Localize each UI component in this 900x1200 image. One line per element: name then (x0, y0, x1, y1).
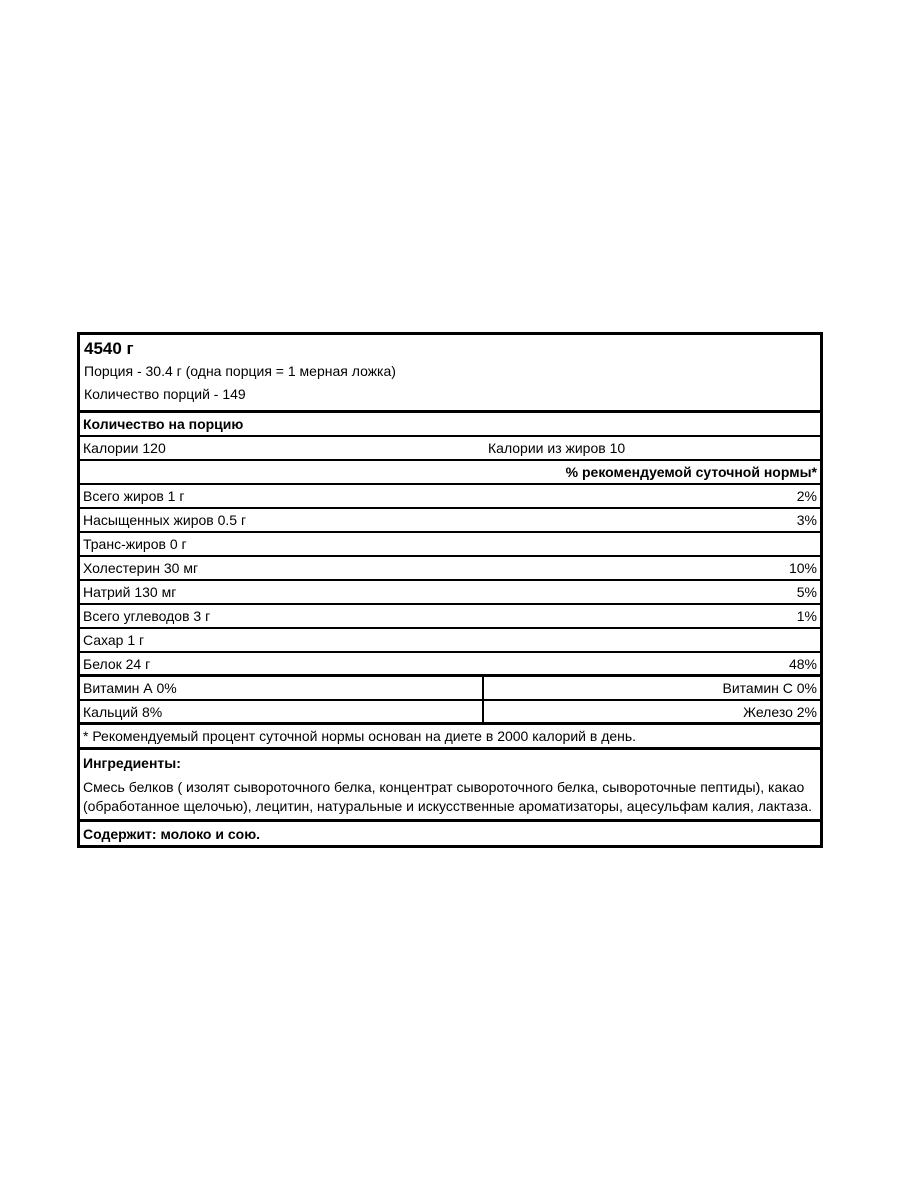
vitamin-right: Железо 2% (743, 703, 817, 720)
vitamin-row (80, 677, 820, 701)
nutrient-row (80, 581, 820, 605)
ingredients-title: Ингредиенты: (83, 755, 181, 771)
nutrient-row (80, 485, 820, 509)
nutrient-row (80, 605, 820, 629)
nutrient-name: Всего жиров 1 г (83, 488, 185, 504)
nutrient-name: Сахар 1 г (83, 632, 145, 648)
amount-per-serving-row (80, 413, 820, 437)
vitamin-right: Витамин С 0% (722, 680, 817, 696)
nutrient-name: Всего углеводов 3 г (83, 608, 211, 624)
calories-label: Калории 120 (83, 440, 166, 456)
nutrient-dv: 5% (796, 584, 817, 600)
serving-size: Порция - 30.4 г (одна порция = 1 мерная ложка) (84, 363, 396, 379)
nutrient-row (80, 557, 820, 581)
daily-value-footnote: * Рекомендуемый процент суточной нормы основан на диете в 2000 калорий в день. (80, 725, 820, 750)
vitamin-left: Кальций 8% (80, 701, 484, 722)
nutrient-name: Транс-жиров 0 г (83, 536, 187, 552)
vitamin-row (80, 701, 820, 725)
allergen-statement: Содержит: молоко и сою. (83, 825, 261, 842)
nutrient-name: Белок 24 г (83, 655, 151, 672)
nutrient-name: Холестерин 30 мг (83, 560, 199, 576)
ingredients-text: Смесь белков ( изолят сывороточного белка, концентрат сывороточного белка, сывороточные пептиды), какао (обработанное щелочью), лецитин, натуральные и искусственные ароматизаторы, ацесульфам калия, лактаза. (83, 779, 812, 814)
ingredients-section (80, 750, 820, 822)
daily-value-header-row (80, 461, 820, 485)
servings-count: Количество порций - 149 (84, 386, 246, 402)
nutrient-dv: 3% (796, 512, 817, 528)
nutrient-dv: 48% (788, 655, 817, 672)
daily-value-header: % рекомендуемой суточной нормы* (565, 464, 817, 480)
nutrient-name: Натрий 130 мг (83, 584, 177, 600)
calories-row (80, 437, 820, 461)
nutrient-row (80, 629, 820, 653)
label-header (80, 335, 820, 413)
nutrient-dv: 10% (788, 560, 817, 576)
nutrient-name: Насыщенных жиров 0.5 г (83, 512, 247, 528)
net-weight: 4540 г (84, 339, 134, 358)
amount-per-serving-label: Количество на порцию (83, 416, 244, 432)
calories-from-fat: Калории из жиров 10 (488, 440, 626, 456)
nutrient-dv: 2% (796, 488, 817, 504)
nutrient-row (80, 509, 820, 533)
nutrient-row (80, 533, 820, 557)
nutrition-facts-label (77, 332, 823, 848)
nutrient-dv: 1% (796, 608, 817, 624)
nutrient-row (80, 653, 820, 677)
vitamin-left: Витамин А 0% (80, 677, 484, 699)
